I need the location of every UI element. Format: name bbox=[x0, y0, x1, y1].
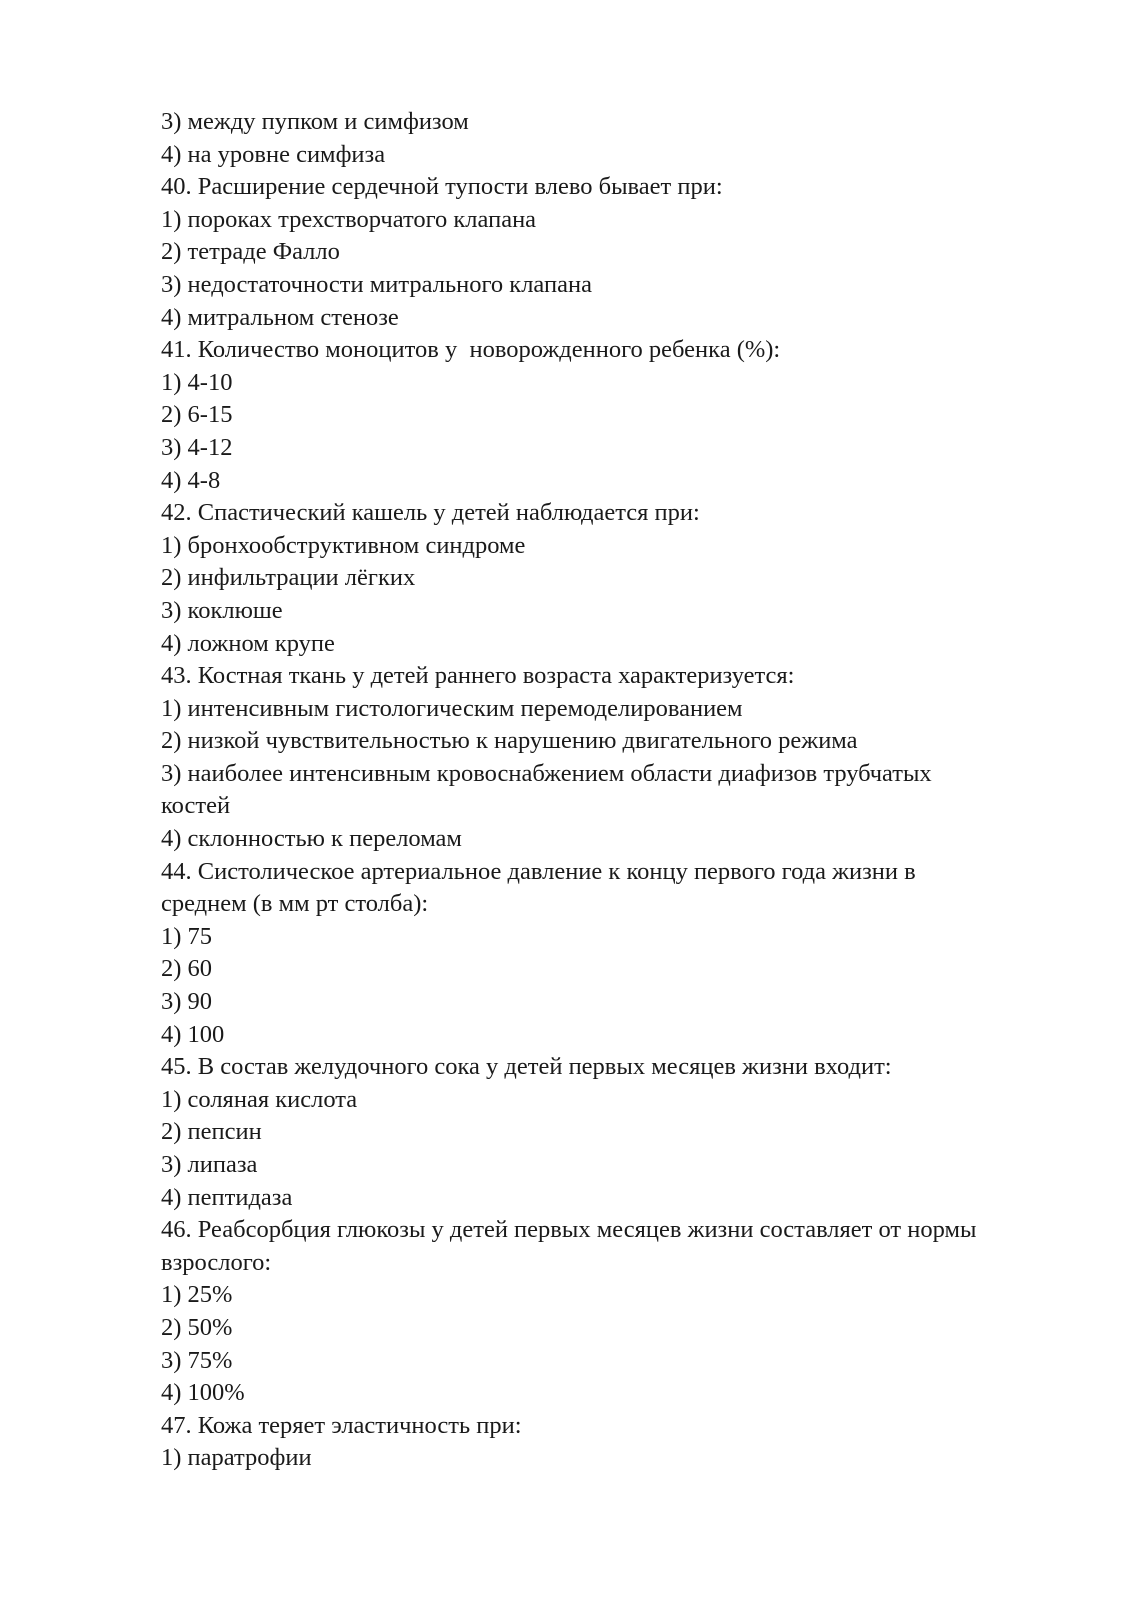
answer-option: 4) 4-8 bbox=[161, 466, 221, 494]
answer-option: 3) липаза bbox=[161, 1151, 258, 1178]
answer-option: 2) низкой чувствительностью к нарушению двигательного режима bbox=[161, 727, 858, 755]
answer-option: 1) 75 bbox=[161, 922, 213, 950]
question-text: 40. Расширение сердечной тупости влево бывает при: bbox=[161, 173, 723, 201]
answer-option: 4) на уровне симфиза bbox=[161, 140, 386, 168]
answer-option: 3) наиболее интенсивным кровоснабжением области диафизов трубчатых bbox=[161, 759, 932, 787]
answer-option: 1) бронхообструктивном синдроме bbox=[161, 531, 526, 559]
question-text: 41. Количество моноцитов у новорожденного ребенка (%): bbox=[161, 336, 781, 364]
question-text-continuation: среднем (в мм рт столба): bbox=[161, 890, 429, 918]
answer-option: 1) 4-10 bbox=[161, 368, 233, 396]
answer-option: 2) 50% bbox=[161, 1313, 233, 1341]
answer-option: 3) 75% bbox=[161, 1346, 233, 1374]
answer-option: 1) пороках трехстворчатого клапана bbox=[161, 205, 537, 233]
question-text-continuation: взрослого: bbox=[161, 1248, 272, 1276]
answer-option: 1) паратрофии bbox=[161, 1444, 312, 1472]
answer-option: 4) 100 bbox=[161, 1020, 225, 1048]
question-text: 46. Реабсорбция глюкозы у детей первых месяцев жизни составляет от нормы bbox=[161, 1216, 977, 1244]
answer-option: 3) коклюше bbox=[161, 596, 283, 624]
answer-option: 3) между пупком и симфизом bbox=[161, 108, 469, 135]
answer-option: 1) соляная кислота bbox=[161, 1085, 358, 1113]
answer-option: 4) 100% bbox=[161, 1379, 245, 1407]
answer-option: 4) склонностью к переломам bbox=[161, 825, 462, 853]
question-text: 44. Систолическое артериальное давление к концу первого года жизни в bbox=[161, 857, 916, 885]
answer-option: 2) пепсин bbox=[161, 1118, 262, 1146]
answer-option: 3) 4-12 bbox=[161, 433, 233, 461]
answer-option: 4) ложном крупе bbox=[161, 629, 335, 657]
question-text: 45. В состав желудочного сока у детей первых месяцев жизни входит: bbox=[161, 1053, 892, 1081]
answer-option: 2) 60 bbox=[161, 955, 213, 983]
answer-option-continuation: костей bbox=[161, 792, 231, 820]
document-body bbox=[161, 106, 1061, 1475]
answer-option: 4) пептидаза bbox=[161, 1183, 293, 1211]
answer-option: 4) митральном стенозе bbox=[161, 303, 399, 331]
answer-option: 2) инфильтрации лёгких bbox=[161, 564, 416, 592]
question-text: 47. Кожа теряет эластичность при: bbox=[161, 1411, 522, 1439]
answer-option: 1) интенсивным гистологическим перемоделированием bbox=[161, 694, 743, 722]
question-text: 43. Костная ткань у детей раннего возраста характеризуется: bbox=[161, 662, 795, 690]
answer-option: 3) 90 bbox=[161, 988, 213, 1016]
answer-option: 2) 6-15 bbox=[161, 401, 233, 429]
answer-option: 1) 25% bbox=[161, 1281, 233, 1309]
question-text: 42. Спастический кашель у детей наблюдается при: bbox=[161, 499, 700, 527]
answer-option: 3) недостаточности митрального клапана bbox=[161, 270, 592, 298]
answer-option: 2) тетраде Фалло bbox=[161, 238, 340, 266]
